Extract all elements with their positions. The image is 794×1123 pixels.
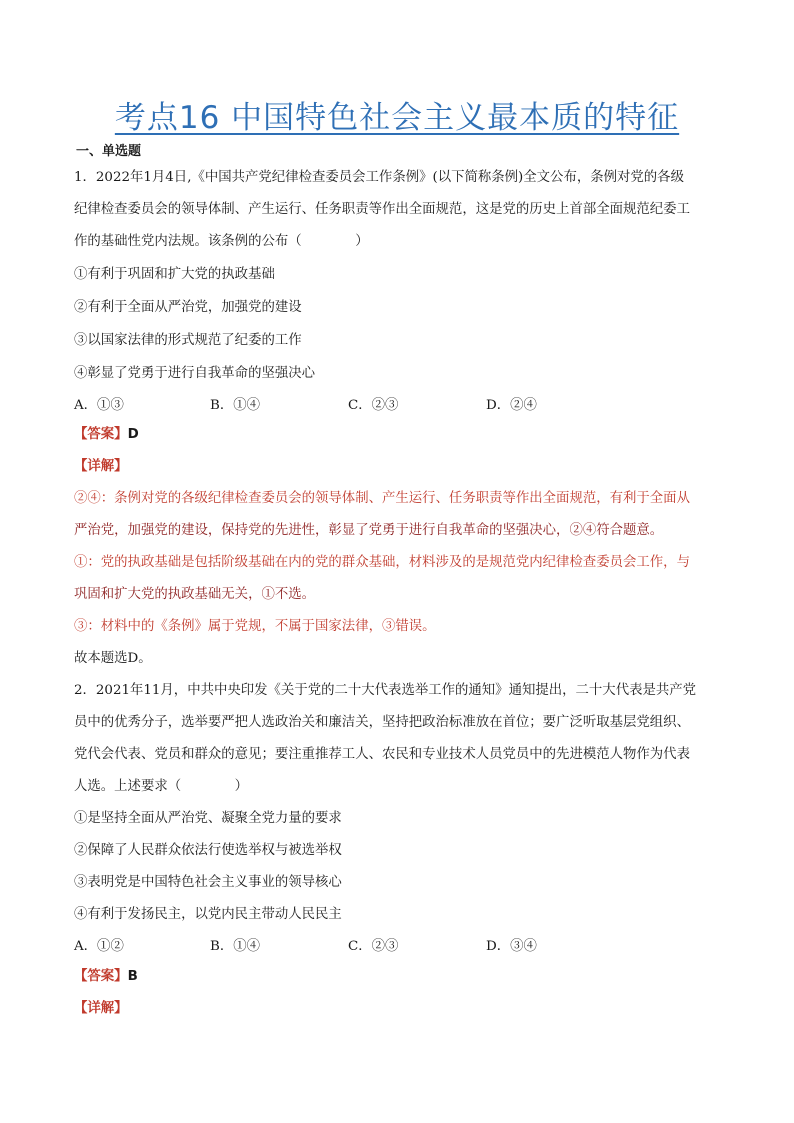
q2-option-c: C．②③ (348, 939, 399, 954)
q1-option-b: B．①④ (210, 398, 261, 413)
q1-explain-line: 严治党，加强党的建设，保持党的先进性，彰显了党勇于进行自我革命的坚强决心，②④符合题意。 (74, 523, 664, 538)
q1-answer (74, 423, 139, 442)
q1-conclusion: 故本题选D。 (74, 651, 152, 666)
q1-explain-line: ②④：条例对党的各级纪律检查委员会的领导体制、产生运行、任务职责等作出全面规范，有利于全面从 (74, 491, 690, 506)
q1-stem-line: 纪律检查委员会的领导体制、产生运行、任务职责等作出全面规范，这是党的历史上首部全面规范纪委工 (74, 202, 690, 217)
q1-answer-label: 【答案】 (74, 427, 128, 442)
q2-item: ③表明党是中国特色社会主义事业的领导核心 (74, 875, 342, 890)
q2-option-a: A．①② (74, 939, 124, 954)
q2-stem-line: 员中的优秀分子，选举要严把人选政治关和廉洁关，坚持把政治标准放在首位；要广泛听取基层党组织、 (74, 715, 690, 730)
q2-answer-value: B (127, 969, 138, 984)
q1-option-c: C．②③ (348, 398, 399, 413)
q2-stem-line: 党代会代表、党员和群众的意见；要注重推荐工人、农民和专业技术人员党员中的先进模范人物作为代表 (74, 747, 690, 762)
q2-item: ④有利于发扬民主，以党内民主带动人民民主 (74, 907, 342, 922)
q1-explain-line: 巩固和扩大党的执政基础无关，①不选。 (74, 587, 316, 602)
q2-answer (74, 965, 138, 984)
q1-stem-line: 1．2022年1月4日,《中国共产党纪律检查委员会工作条例》(以下简称条例)全文公布，条例对党的各级 (74, 170, 684, 185)
q1-stem-line: 作的基础性党内法规。该条例的公布（ ） (74, 234, 369, 249)
q2-option-b: B．①④ (210, 939, 261, 954)
q1-detail-label: 【详解】 (74, 459, 128, 474)
q1-item: ④彰显了党勇于进行自我革命的坚强决心 (74, 366, 316, 381)
section-heading: 一、单选题 (76, 144, 142, 159)
q1-item: ③以国家法律的形式规范了纪委的工作 (74, 333, 302, 348)
q1-item: ①有利于巩固和扩大党的执政基础 (74, 267, 275, 282)
q2-item: ①是坚持全面从严治党、凝聚全党力量的要求 (74, 811, 342, 826)
q1-explain-line: ③：材料中的《条例》属于党规，不属于国家法律，③错误。 (74, 619, 436, 634)
q1-detail (74, 455, 128, 474)
q2-item: ②保障了人民群众依法行使选举权与被选举权 (74, 843, 342, 858)
q2-stem-line: 2．2021年11月，中共中央印发《关于党的二十大代表选举工作的通知》通知提出，二十大代表是共产党 (74, 683, 697, 698)
q1-option-a: A．①③ (74, 398, 124, 413)
q2-answer-label: 【答案】 (74, 969, 128, 984)
q1-answer-value: D (127, 427, 139, 442)
q1-item: ②有利于全面从严治党，加强党的建设 (74, 300, 302, 315)
page-title: 考点16 中国特色社会主义最本质的特征 (114, 100, 680, 136)
q2-detail (74, 997, 128, 1016)
q1-explain-line: ①：党的执政基础是包括阶级基础在内的党的群众基础，材料涉及的是规范党内纪律检查委员会工作，与 (74, 555, 690, 570)
q2-detail-label: 【详解】 (74, 1001, 128, 1016)
q2-stem-line: 人选。上述要求（ ） (74, 779, 249, 794)
q2-option-d: D．③④ (486, 939, 537, 954)
q1-option-d: D．②④ (486, 398, 537, 413)
